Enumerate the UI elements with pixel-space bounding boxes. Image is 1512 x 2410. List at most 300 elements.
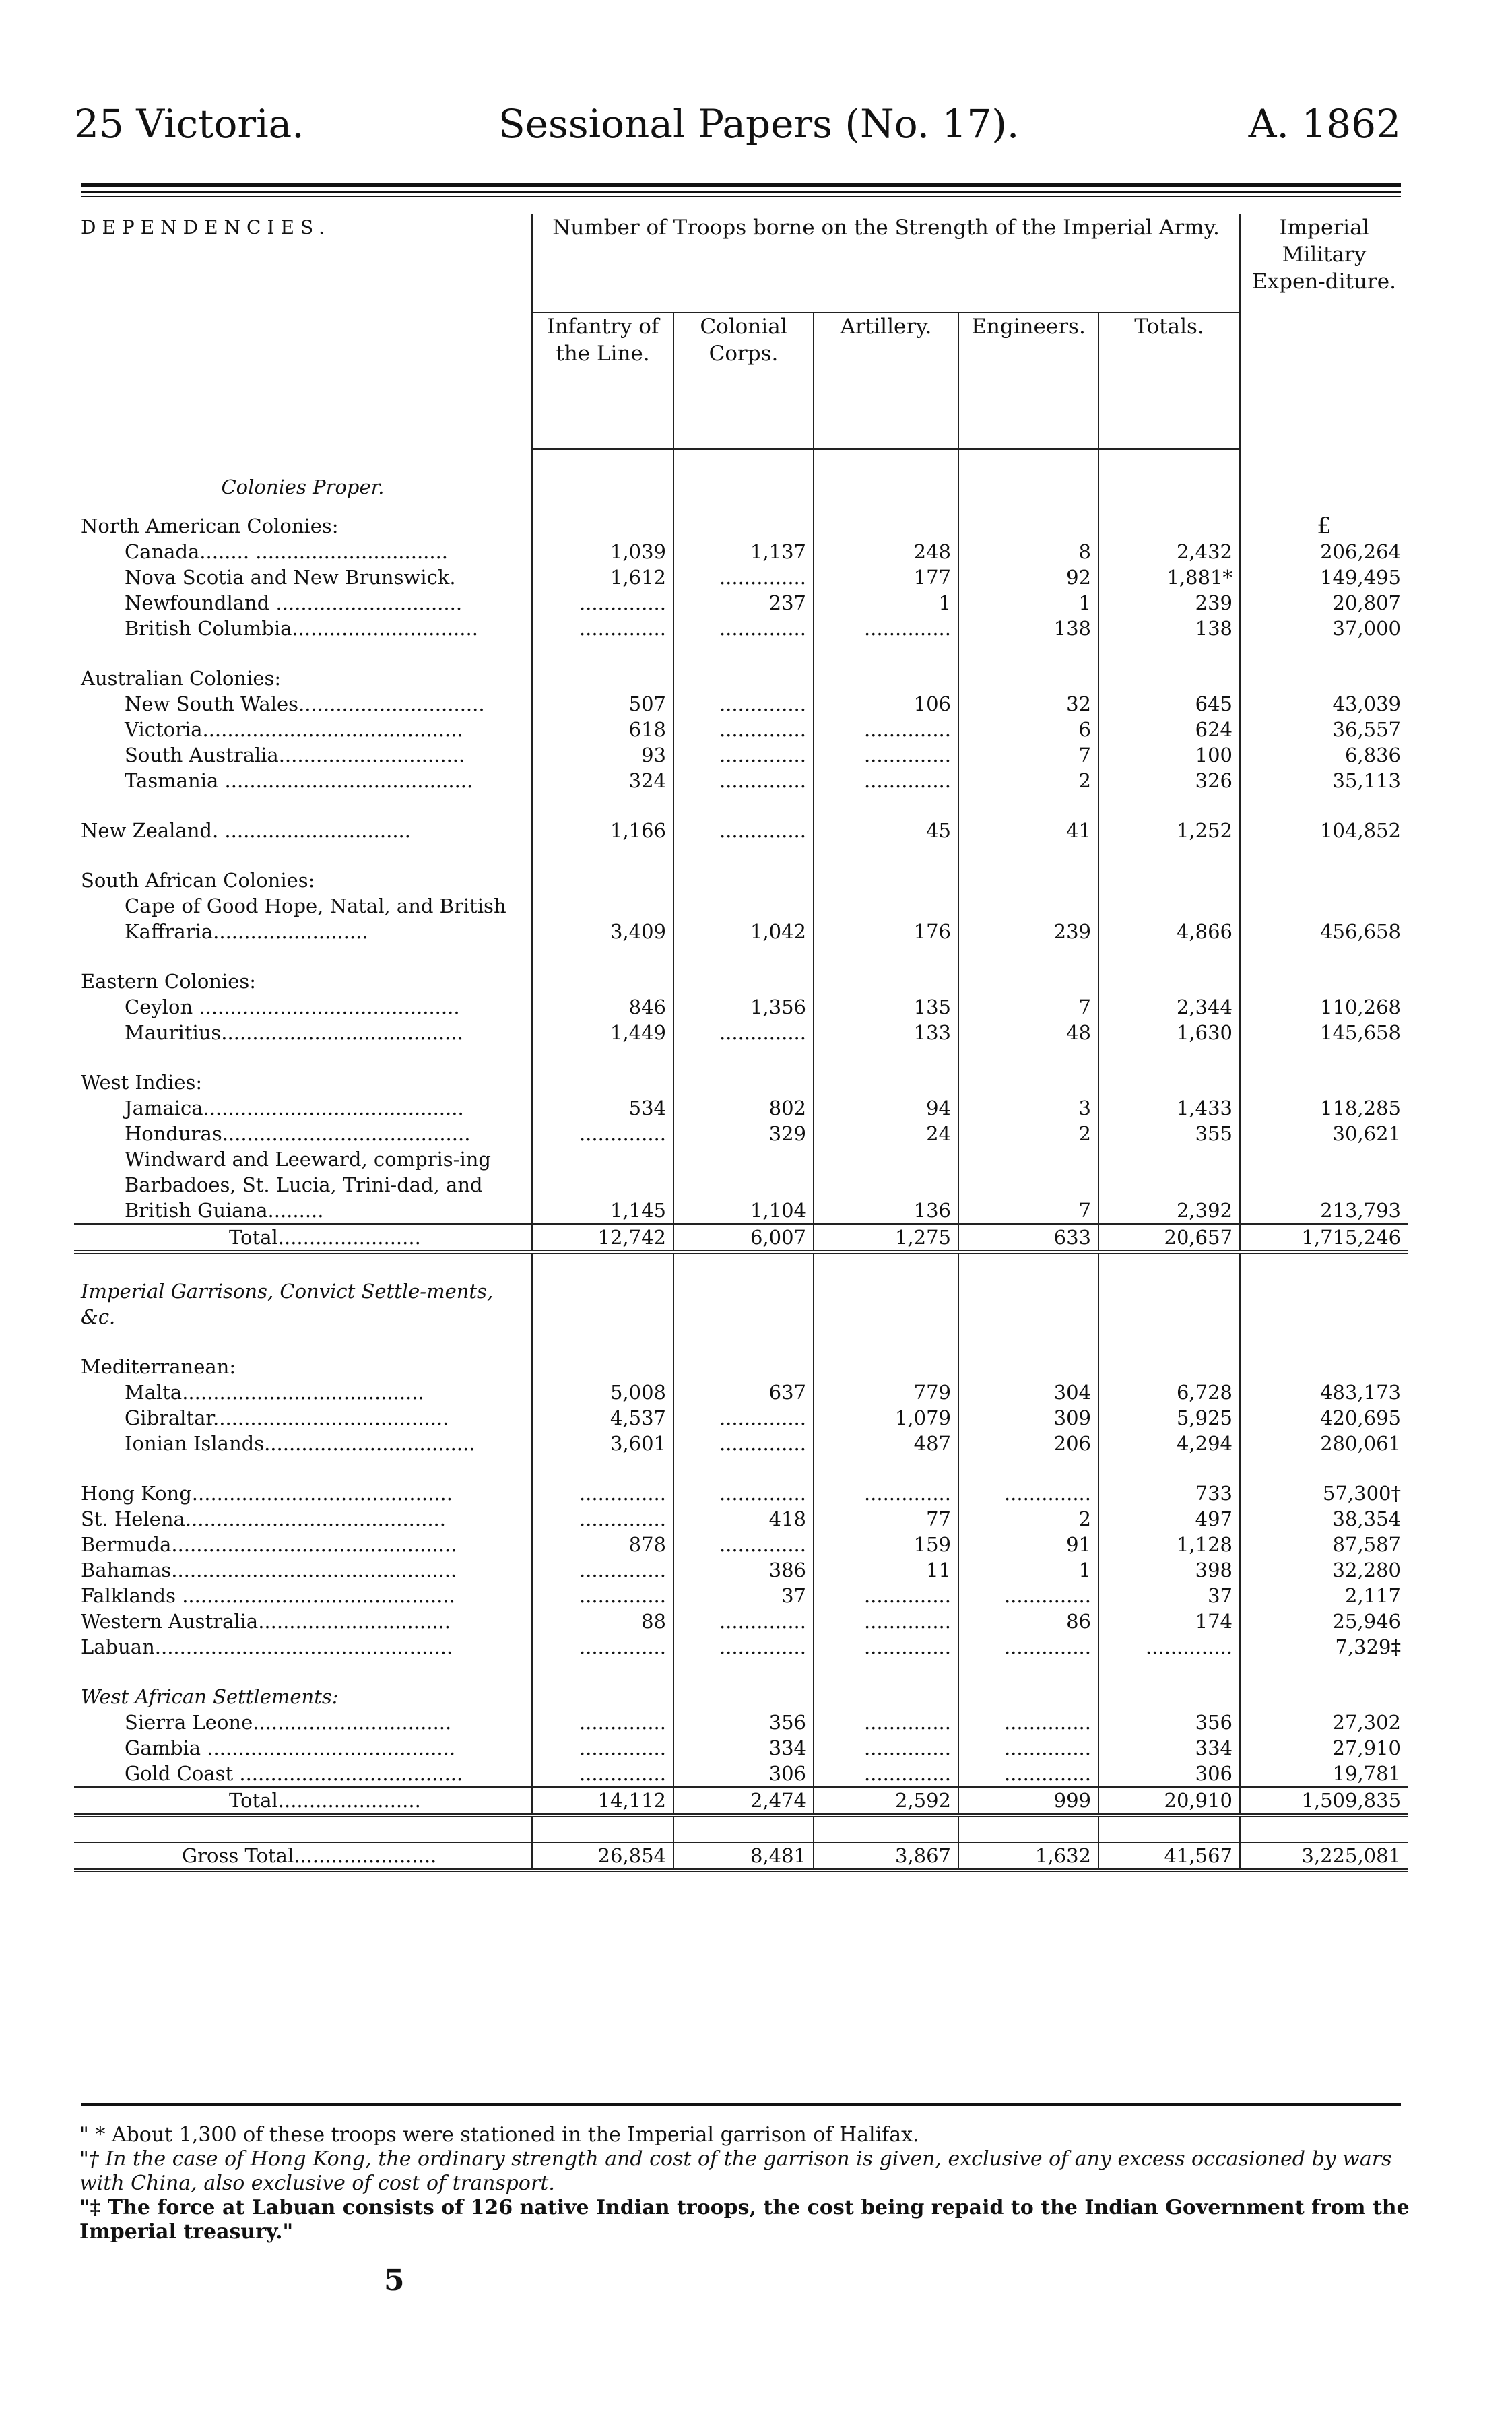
- footnotes: [79, 2123, 1420, 2244]
- infantry-header: Infantry of the Line.: [532, 313, 673, 449]
- table-row: [74, 1634, 1408, 1660]
- cell-tot: 100: [1098, 742, 1240, 768]
- cell-inf: 3,409: [532, 893, 673, 944]
- cell-exp: 25,946: [1240, 1608, 1408, 1634]
- cell-col: 637: [673, 1379, 814, 1405]
- cell-exp: 57,300†: [1240, 1480, 1408, 1506]
- cell-tot: 733: [1098, 1480, 1240, 1506]
- cell-col: 237: [673, 590, 814, 616]
- cell-exp: 3,225,081: [1240, 1842, 1408, 1870]
- cell-exp: 206,264: [1240, 539, 1408, 564]
- table-row: [74, 1761, 1408, 1787]
- cell-eng: ..............: [958, 1735, 1098, 1761]
- cell-tot: 1,252: [1098, 818, 1240, 843]
- cell-inf: ..............: [532, 1121, 673, 1146]
- cell-exp: 87,587: [1240, 1532, 1408, 1557]
- row-label: Honduras........................................: [125, 1122, 471, 1145]
- table-row: [74, 717, 1408, 742]
- cell-eng: ..............: [958, 1480, 1098, 1506]
- cell-col: 6,007: [673, 1224, 814, 1252]
- cell-tot: 356: [1098, 1709, 1240, 1735]
- cell-art: 94: [814, 1095, 958, 1121]
- cell-eng: 999: [958, 1787, 1098, 1815]
- cell-inf: 12,742: [532, 1224, 673, 1252]
- table-row: [74, 1735, 1408, 1761]
- cell-inf: 618: [532, 717, 673, 742]
- cell-exp: 280,061: [1240, 1431, 1408, 1456]
- spacer: [74, 449, 1408, 475]
- cell-col: 8,481: [673, 1842, 814, 1870]
- cell-eng: 91: [958, 1532, 1098, 1557]
- engineers-header: Engineers.: [958, 313, 1098, 449]
- cell-art: 1: [814, 590, 958, 616]
- troops-table: [74, 214, 1408, 1872]
- cell-inf: ..............: [532, 1557, 673, 1583]
- cell-col: 1,356: [673, 994, 814, 1020]
- table-row: [74, 564, 1408, 590]
- row-label: Ionian Islands..................................: [125, 1432, 475, 1455]
- row-label: Sierra Leone................................: [125, 1711, 452, 1734]
- cell-exp: 20,807: [1240, 590, 1408, 616]
- cell-col: 329: [673, 1121, 814, 1146]
- cell-col: ..............: [673, 818, 814, 843]
- cell-col: ..............: [673, 1532, 814, 1557]
- cell-inf: ..............: [532, 590, 673, 616]
- cell-eng: 7: [958, 1146, 1098, 1224]
- cell-inf: 4,537: [532, 1405, 673, 1431]
- table-row: [74, 539, 1408, 564]
- cell-eng: ..............: [958, 1761, 1098, 1787]
- dependencies-header: DEPENDENCIES.: [81, 216, 331, 238]
- cell-art: ..............: [814, 717, 958, 742]
- cell-exp: 7,329‡: [1240, 1634, 1408, 1660]
- cell-inf: 1,039: [532, 539, 673, 564]
- cell-eng: 32: [958, 691, 1098, 717]
- totals-header: Totals.: [1098, 313, 1240, 449]
- cell-tot: 497: [1098, 1506, 1240, 1532]
- cell-col: 306: [673, 1761, 814, 1787]
- cell-eng: 6: [958, 717, 1098, 742]
- cell-eng: 1,632: [958, 1842, 1098, 1870]
- top-rule-thick: [81, 183, 1401, 187]
- cell-art: ..............: [814, 1480, 958, 1506]
- cell-inf: ..............: [532, 1506, 673, 1532]
- table-row: [74, 1379, 1408, 1405]
- cell-eng: ..............: [958, 1634, 1098, 1660]
- cell-exp: 1,715,246: [1240, 1224, 1408, 1252]
- cell-inf: 1,612: [532, 564, 673, 590]
- cell-eng: 309: [958, 1405, 1098, 1431]
- cell-col: ..............: [673, 768, 814, 793]
- cell-tot: 1,128: [1098, 1532, 1240, 1557]
- cell-col: 802: [673, 1095, 814, 1121]
- total-row: [74, 1224, 1408, 1252]
- cell-eng: 633: [958, 1224, 1098, 1252]
- cell-tot: 2,392: [1098, 1146, 1240, 1224]
- cell-inf: ..............: [532, 1709, 673, 1735]
- cell-eng: 138: [958, 616, 1098, 641]
- cell-inf: ..............: [532, 1634, 673, 1660]
- cell-tot: 37: [1098, 1583, 1240, 1608]
- cell-exp: 213,793: [1240, 1146, 1408, 1224]
- cell-tot: 20,910: [1098, 1787, 1240, 1815]
- cell-eng: 48: [958, 1020, 1098, 1045]
- group-australia: [74, 665, 1408, 691]
- cell-inf: 1,166: [532, 818, 673, 843]
- cell-tot: 334: [1098, 1735, 1240, 1761]
- footnote-dagger: "† In the case of Hong Kong, the ordinary strength and cost of the garrison is given, exclusive of any excess occasioned by wars with China, also exclusive of cost of transport.: [79, 2147, 1392, 2195]
- bottom-rule: [81, 2103, 1401, 2106]
- table-row: [74, 1583, 1408, 1608]
- cell-exp: 104,852: [1240, 818, 1408, 843]
- cell-col: 37: [673, 1583, 814, 1608]
- row-label: Nova Scotia and New Brunswick.: [125, 566, 456, 589]
- cell-eng: 1: [958, 1557, 1098, 1583]
- row-label: Cape of Good Hope, Natal, and British Kaffraria.........................: [125, 894, 506, 943]
- cell-inf: 878: [532, 1532, 673, 1557]
- cell-inf: ..............: [532, 1735, 673, 1761]
- cell-eng: 8: [958, 539, 1098, 564]
- group-west-africa: [74, 1684, 1408, 1709]
- cell-tot: 5,925: [1098, 1405, 1240, 1431]
- cell-col: 418: [673, 1506, 814, 1532]
- cell-tot: 41,567: [1098, 1842, 1240, 1870]
- cell-exp: 35,113: [1240, 768, 1408, 793]
- cell-eng: 2: [958, 1121, 1098, 1146]
- cell-eng: 2: [958, 768, 1098, 793]
- row-label: Mauritius.......................................: [125, 1021, 463, 1044]
- cell-exp: 38,354: [1240, 1506, 1408, 1532]
- cell-eng: ..............: [958, 1709, 1098, 1735]
- cell-tot: 306: [1098, 1761, 1240, 1787]
- row-label: Tasmania ........................................: [125, 769, 473, 792]
- cell-art: 159: [814, 1532, 958, 1557]
- cell-col: 1,104: [673, 1146, 814, 1224]
- cell-eng: 1: [958, 590, 1098, 616]
- cell-inf: 5,008: [532, 1379, 673, 1405]
- total-row: [74, 1787, 1408, 1815]
- cell-exp: 43,039: [1240, 691, 1408, 717]
- cell-exp: 19,781: [1240, 1761, 1408, 1787]
- spacer: [74, 1252, 1408, 1278]
- troops-group-header: Number of Troops borne on the Strength of the Imperial Army.: [532, 214, 1240, 313]
- cell-exp: 118,285: [1240, 1095, 1408, 1121]
- table-row: [74, 616, 1408, 641]
- cell-exp: 1,509,835: [1240, 1787, 1408, 1815]
- table-row: [74, 742, 1408, 768]
- row-label: Victoria..........................................: [125, 718, 463, 741]
- cell-exp: 2,117: [1240, 1583, 1408, 1608]
- cell-art: 2,592: [814, 1787, 958, 1815]
- cell-art: ..............: [814, 768, 958, 793]
- cell-art: 248: [814, 539, 958, 564]
- table-row: [74, 1506, 1408, 1532]
- cell-exp: 483,173: [1240, 1379, 1408, 1405]
- spacer: [74, 1330, 1408, 1354]
- row-label: Labuan................................................: [81, 1635, 453, 1658]
- group-label: Mediterranean:: [81, 1355, 236, 1378]
- row-label: Gold Coast ....................................: [125, 1762, 463, 1785]
- cell-inf: ..............: [532, 1761, 673, 1787]
- cell-art: 176: [814, 893, 958, 944]
- table-row: [74, 893, 1408, 944]
- cell-art: ..............: [814, 1583, 958, 1608]
- expenditure-header: Imperial Military Expen-diture.: [1240, 214, 1408, 449]
- artillery-header: Artillery.: [814, 313, 958, 449]
- cell-col: 356: [673, 1709, 814, 1735]
- cell-exp: 36,557: [1240, 717, 1408, 742]
- cell-inf: ..............: [532, 1480, 673, 1506]
- cell-col: ..............: [673, 616, 814, 641]
- footnote-star: " * About 1,300 of these troops were stationed in the Imperial garrison of Halifax.: [79, 2123, 919, 2147]
- row-label: Total.......................: [74, 1224, 532, 1252]
- group-west-indies: [74, 1070, 1408, 1095]
- cell-art: 11: [814, 1557, 958, 1583]
- currency-symbol: £: [1240, 474, 1408, 539]
- cell-eng: 7: [958, 994, 1098, 1020]
- cell-tot: 6,728: [1098, 1379, 1240, 1405]
- cell-exp: 420,695: [1240, 1405, 1408, 1431]
- cell-inf: 1,449: [532, 1020, 673, 1045]
- row-label: Newfoundland ..............................: [125, 591, 463, 614]
- cell-tot: 624: [1098, 717, 1240, 742]
- section-imperial-garrisons: [74, 1278, 1408, 1330]
- cell-art: 24: [814, 1121, 958, 1146]
- cell-inf: 3,601: [532, 1431, 673, 1456]
- table-row: [74, 818, 1408, 843]
- cell-exp: 37,000: [1240, 616, 1408, 641]
- spacer: [74, 1815, 1408, 1842]
- header-session: 25 Victoria.: [74, 101, 304, 147]
- cell-exp: 145,658: [1240, 1020, 1408, 1045]
- cell-col: 334: [673, 1735, 814, 1761]
- cell-eng: 86: [958, 1608, 1098, 1634]
- spacer: [74, 843, 1408, 868]
- table-row: [74, 768, 1408, 793]
- cell-col: ..............: [673, 1431, 814, 1456]
- spacer: [74, 1045, 1408, 1070]
- table-row: [74, 1095, 1408, 1121]
- cell-tot: 2,344: [1098, 994, 1240, 1020]
- cell-col: 1,042: [673, 893, 814, 944]
- cell-col: ..............: [673, 1020, 814, 1045]
- spacer: [74, 1456, 1408, 1480]
- cell-tot: 4,866: [1098, 893, 1240, 944]
- group-label: Australian Colonies:: [81, 667, 282, 690]
- top-rule-thin: [81, 191, 1401, 193]
- cell-art: ..............: [814, 1735, 958, 1761]
- cell-col: ..............: [673, 691, 814, 717]
- cell-exp: 149,495: [1240, 564, 1408, 590]
- cell-eng: ..............: [958, 1583, 1098, 1608]
- cell-col: ..............: [673, 564, 814, 590]
- cell-art: 45: [814, 818, 958, 843]
- cell-art: ..............: [814, 1709, 958, 1735]
- cell-inf: ..............: [532, 616, 673, 641]
- cell-eng: 206: [958, 1431, 1098, 1456]
- cell-col: ..............: [673, 717, 814, 742]
- section-colonies-proper: [74, 474, 1408, 500]
- group-eastern: [74, 969, 1408, 994]
- cell-art: 1,079: [814, 1405, 958, 1431]
- cell-eng: 304: [958, 1379, 1098, 1405]
- cell-tot: 4,294: [1098, 1431, 1240, 1456]
- cell-tot: 174: [1098, 1608, 1240, 1634]
- cell-inf: 324: [532, 768, 673, 793]
- cell-art: 177: [814, 564, 958, 590]
- colonial-header: Colonial Corps.: [673, 313, 814, 449]
- cell-tot: 1,433: [1098, 1095, 1240, 1121]
- cell-exp: 30,621: [1240, 1121, 1408, 1146]
- row-label: Gambia ........................................: [125, 1736, 456, 1759]
- cell-art: ..............: [814, 1608, 958, 1634]
- row-label: Ceylon ..........................................: [125, 996, 460, 1018]
- spacer: [74, 641, 1408, 665]
- cell-inf: 14,112: [532, 1787, 673, 1815]
- table-row: [74, 1020, 1408, 1045]
- cell-eng: 2: [958, 1506, 1098, 1532]
- cell-inf: 507: [532, 691, 673, 717]
- table-row: [74, 994, 1408, 1020]
- table-row: [74, 1405, 1408, 1431]
- cell-eng: 3: [958, 1095, 1098, 1121]
- row-label: Falklands ............................................: [81, 1584, 455, 1607]
- group-label: West African Settlements:: [81, 1685, 339, 1708]
- row-label: New South Wales..............................: [125, 692, 485, 715]
- cell-tot: 20,657: [1098, 1224, 1240, 1252]
- cell-col: ..............: [673, 1634, 814, 1660]
- cell-col: 386: [673, 1557, 814, 1583]
- group-mediterranean: [74, 1354, 1408, 1379]
- cell-art: 133: [814, 1020, 958, 1045]
- table-row: [74, 1480, 1408, 1506]
- row-label: Gibraltar......................................: [125, 1406, 449, 1429]
- table-row: [74, 1121, 1408, 1146]
- cell-art: ..............: [814, 1761, 958, 1787]
- cell-inf: 26,854: [532, 1842, 673, 1870]
- group-label: South African Colonies:: [81, 869, 315, 892]
- section-label: Colonies Proper.: [221, 476, 385, 498]
- cell-art: 136: [814, 1146, 958, 1224]
- header-row-1: [74, 214, 1408, 313]
- total-row: [74, 1842, 1408, 1870]
- running-head: [74, 101, 1401, 155]
- table-row: [74, 1557, 1408, 1583]
- cell-inf: 93: [532, 742, 673, 768]
- cell-col: ..............: [673, 1608, 814, 1634]
- header-year: A. 1862: [1248, 101, 1401, 147]
- cell-exp: 27,910: [1240, 1735, 1408, 1761]
- top-rule-thin-2: [81, 196, 1401, 197]
- section-label: Imperial Garrisons, Convict Settle-ments, &c.: [81, 1280, 494, 1328]
- cell-exp: 27,302: [1240, 1709, 1408, 1735]
- table-row: [74, 1709, 1408, 1735]
- cell-tot: 1,630: [1098, 1020, 1240, 1045]
- page-number: 5: [384, 2263, 405, 2298]
- table-row: [74, 1431, 1408, 1456]
- cell-inf: 1,145: [532, 1146, 673, 1224]
- row-label: Gross Total.......................: [74, 1842, 532, 1870]
- cell-col: ..............: [673, 1405, 814, 1431]
- header-title: Sessional Papers (No. 17).: [498, 101, 1020, 147]
- row-label: St. Helena..........................................: [81, 1507, 446, 1530]
- cell-tot: 1,881*: [1098, 564, 1240, 590]
- cell-art: 135: [814, 994, 958, 1020]
- cell-inf: 534: [532, 1095, 673, 1121]
- cell-tot: 326: [1098, 768, 1240, 793]
- group-south-africa: [74, 868, 1408, 893]
- row-label: Jamaica..........................................: [125, 1097, 464, 1119]
- cell-tot: 398: [1098, 1557, 1240, 1583]
- cell-eng: 41: [958, 818, 1098, 843]
- table-row: [74, 1532, 1408, 1557]
- cell-exp: 456,658: [1240, 893, 1408, 944]
- spacer: [74, 793, 1408, 818]
- row-label: Bahamas..............................................: [81, 1559, 457, 1582]
- row-label: South Australia..............................: [125, 744, 465, 767]
- table-row: [74, 691, 1408, 717]
- table-row: [74, 590, 1408, 616]
- cell-inf: 88: [532, 1608, 673, 1634]
- cell-tot: 2,432: [1098, 539, 1240, 564]
- row-label: Hong Kong..........................................: [81, 1482, 453, 1505]
- row-label: Malta.......................................: [125, 1381, 424, 1404]
- cell-col: ..............: [673, 742, 814, 768]
- cell-col: ..............: [673, 1480, 814, 1506]
- cell-col: 2,474: [673, 1787, 814, 1815]
- cell-exp: 6,836: [1240, 742, 1408, 768]
- cell-inf: ..............: [532, 1583, 673, 1608]
- group-label: West Indies:: [81, 1071, 203, 1094]
- row-label: Western Australia...............................: [81, 1610, 451, 1633]
- cell-art: 77: [814, 1506, 958, 1532]
- row-label: Canada........ ...............................: [125, 540, 449, 563]
- row-label: New Zealand. ..............................: [81, 819, 411, 842]
- group-north-america: [74, 500, 1408, 539]
- cell-art: 779: [814, 1379, 958, 1405]
- cell-tot: 355: [1098, 1121, 1240, 1146]
- cell-exp: 110,268: [1240, 994, 1408, 1020]
- cell-art: 3,867: [814, 1842, 958, 1870]
- cell-eng: 7: [958, 742, 1098, 768]
- cell-tot: 239: [1098, 590, 1240, 616]
- cell-eng: 239: [958, 893, 1098, 944]
- spacer: [74, 1660, 1408, 1684]
- cell-art: ..............: [814, 742, 958, 768]
- row-label: British Columbia..............................: [125, 617, 478, 640]
- group-label: Eastern Colonies:: [81, 970, 257, 993]
- cell-exp: 32,280: [1240, 1557, 1408, 1583]
- cell-tot: 138: [1098, 616, 1240, 641]
- row-label: Bermuda..............................................: [81, 1533, 457, 1556]
- cell-col: 1,137: [673, 539, 814, 564]
- cell-tot: 645: [1098, 691, 1240, 717]
- cell-art: 1,275: [814, 1224, 958, 1252]
- spacer: [74, 944, 1408, 969]
- cell-eng: 92: [958, 564, 1098, 590]
- cell-art: ..............: [814, 1634, 958, 1660]
- footnote-double-dagger: "‡ The force at Labuan consists of 126 native Indian troops, the cost being repaid to the Indian Government from the Imperial treasury.": [79, 2196, 1410, 2244]
- table-row: [74, 1146, 1408, 1224]
- cell-art: 106: [814, 691, 958, 717]
- cell-art: ..............: [814, 616, 958, 641]
- table-row: [74, 1608, 1408, 1634]
- cell-tot: ..............: [1098, 1634, 1240, 1660]
- cell-art: 487: [814, 1431, 958, 1456]
- row-label: Total.......................: [74, 1787, 532, 1815]
- cell-inf: 846: [532, 994, 673, 1020]
- row-label: Windward and Leeward, compris-ing Barbadoes, St. Lucia, Trini-dad, and British Guiana.........: [125, 1148, 491, 1222]
